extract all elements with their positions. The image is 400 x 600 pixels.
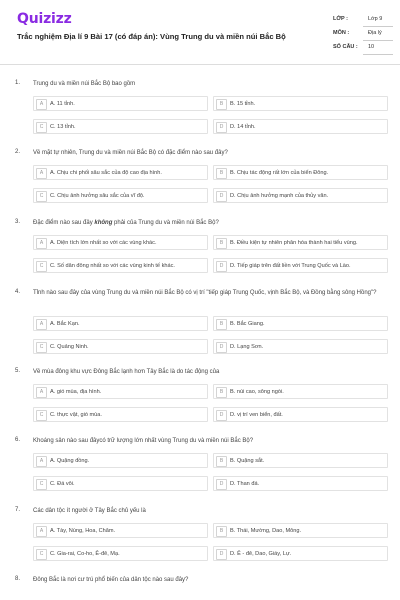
option-badge: C (36, 122, 47, 133)
option-badge: D (216, 261, 227, 272)
option-text: C. Quảng Ninh. (50, 343, 89, 350)
question-number: 8. (15, 576, 21, 582)
question-number: 7. (15, 507, 21, 513)
question-stem: Các dân tộc ít người ở Tây Bắc chủ yếu là (33, 508, 146, 514)
question-stem (33, 219, 388, 228)
option-badge: B (216, 99, 227, 110)
option-text: C. Số dân đông nhất so với các vùng kinh tế khác. (50, 262, 175, 269)
meta-row-subject (333, 27, 393, 41)
option-badge: A (36, 526, 47, 537)
option-b[interactable] (213, 316, 388, 331)
question-number: 3. (15, 219, 21, 225)
option-badge: D (216, 549, 227, 560)
stem-text: phải của Trung du và miền núi Bắc Bộ? (112, 220, 219, 226)
option-badge: C (36, 191, 47, 202)
option-c[interactable] (33, 339, 208, 354)
option-b[interactable] (213, 453, 388, 468)
option-badge: A (36, 238, 47, 249)
question-stem: Về mùa đông khu vực Đông Bắc lạnh hơn Tây Bắc là do tác động của (33, 369, 220, 375)
option-c[interactable] (33, 258, 208, 273)
meta-value: 10 (368, 44, 375, 50)
option-text: D. Chịu ảnh hưởng mạnh của thủy văn. (230, 192, 329, 199)
header-divider (0, 64, 400, 65)
option-text: C. Gia-rai, Co-ho, Ê-đê, Mạ. (50, 550, 120, 557)
meta-key: MÔN : (333, 30, 350, 36)
meta-value: Địa lý (368, 30, 382, 36)
option-text: D. Lạng Sơn. (230, 343, 264, 350)
option-badge: C (36, 410, 47, 421)
option-d[interactable] (213, 258, 388, 273)
option-text: A. gió mùa, địa hình. (50, 388, 102, 395)
option-badge: A (36, 99, 47, 110)
question-number: 4. (15, 289, 21, 295)
option-text: C. Đá vôi. (50, 480, 75, 487)
option-c[interactable] (33, 546, 208, 561)
option-d[interactable] (213, 339, 388, 354)
option-text: B. Chịu tác động rất lớn của biển Đông. (230, 169, 329, 176)
question-number: 5. (15, 368, 21, 374)
option-badge: B (216, 526, 227, 537)
worksheet-header (0, 0, 400, 64)
stem-text: Đặc điểm nào sau đây (33, 220, 95, 226)
option-a[interactable] (33, 235, 208, 250)
meta-row-count (333, 41, 393, 55)
option-badge: D (216, 479, 227, 490)
option-text: C. thực vật, gió mùa. (50, 411, 102, 418)
option-text: B. Bắc Giang. (230, 320, 265, 327)
option-a[interactable] (33, 384, 208, 399)
question-stem: Đông Bắc là nơi cư trú phổ biến của dân tộc nào sau đây? (33, 577, 189, 583)
question-stem: Khoáng sản nào sau đâycó trữ lượng lớn nhất vùng Trung du và miền núi Bắc Bộ? (33, 438, 254, 444)
option-b[interactable] (213, 96, 388, 111)
option-a[interactable] (33, 316, 208, 331)
option-badge: B (216, 456, 227, 467)
meta-table (333, 13, 393, 55)
option-badge: C (36, 549, 47, 560)
meta-key: SỐ CÂU : (333, 44, 358, 50)
option-text: A. Quặng đồng. (50, 457, 90, 464)
option-a[interactable] (33, 453, 208, 468)
option-text: B. Quặng sắt. (230, 457, 265, 464)
option-text: B. Điều kiện tự nhiên phân hóa thành hai tiểu vùng. (230, 239, 358, 246)
option-badge: B (216, 168, 227, 179)
quizizz-logo: Quizizz (17, 11, 72, 27)
option-b[interactable] (213, 165, 388, 180)
option-text: A. Diện tích lớn nhất so với các vùng khác. (50, 239, 157, 246)
option-c[interactable] (33, 188, 208, 203)
option-b[interactable] (213, 235, 388, 250)
option-d[interactable] (213, 407, 388, 422)
option-badge: D (216, 191, 227, 202)
option-d[interactable] (213, 476, 388, 491)
page-title: Trắc nghiệm Địa lí 9 Bài 17 (có đáp án): Vùng Trung du và miền núi Bắc Bộ (17, 32, 286, 41)
option-d[interactable] (213, 188, 388, 203)
question-number: 2. (15, 149, 21, 155)
question-stem: Tỉnh nào sau đây của vùng Trung du và miền núi Bắc Bộ có vị trí "tiếp giáp Trung Quốc, vịnh Bắc Bộ, và Đồng bằng sông Hồng"? (33, 290, 377, 296)
option-badge: C (36, 479, 47, 490)
option-text: D. vị trí ven biển, đất. (230, 411, 283, 418)
question-number: 1. (15, 80, 21, 86)
option-badge: D (216, 342, 227, 353)
option-text: D. Than đá. (230, 480, 260, 487)
option-badge: A (36, 456, 47, 467)
option-c[interactable] (33, 407, 208, 422)
option-text: B. núi cao, sông ngòi. (230, 388, 284, 395)
option-badge: D (216, 122, 227, 133)
option-badge: A (36, 319, 47, 330)
option-a[interactable] (33, 165, 208, 180)
option-d[interactable] (213, 119, 388, 134)
option-text: D. 14 tỉnh. (230, 123, 256, 130)
option-text: C. Chịu ảnh hưởng sâu sắc của vĩ độ. (50, 192, 145, 199)
option-badge: C (36, 342, 47, 353)
meta-key: LỚP : (333, 16, 348, 22)
meta-underline (363, 54, 393, 55)
option-badge: B (216, 319, 227, 330)
option-badge: B (216, 387, 227, 398)
option-text: A. Bắc Kạn. (50, 320, 80, 327)
meta-row-grade (333, 13, 393, 27)
option-text: A. Chịu chi phối sâu sắc của độ cao địa hình. (50, 169, 162, 176)
option-text: B. 15 tỉnh. (230, 100, 256, 107)
option-d[interactable] (213, 546, 388, 561)
question-stem: Trung du và miền núi Bắc Bộ bao gồm (33, 81, 136, 87)
option-badge: A (36, 387, 47, 398)
option-text: D. Tiếp giáp trên đất liền với Trung Quốc và Lào. (230, 262, 351, 269)
option-c[interactable] (33, 476, 208, 491)
option-text: A. 11 tỉnh. (50, 100, 75, 107)
meta-value: Lớp 9 (368, 16, 383, 22)
option-text: D. Ê - đê, Dao, Giáy, Lự. (230, 550, 292, 557)
question-stem: Về mặt tự nhiên, Trung du và miền núi Bắc Bộ có đặc điểm nào sau đây? (33, 150, 228, 156)
option-text: C. 13 tỉnh. (50, 123, 76, 130)
option-b[interactable] (213, 384, 388, 399)
question-number: 6. (15, 437, 21, 443)
option-badge: A (36, 168, 47, 179)
option-text: A. Tày, Nùng, Hoa, Chăm. (50, 527, 116, 534)
option-b[interactable] (213, 523, 388, 538)
option-badge: B (216, 238, 227, 249)
option-a[interactable] (33, 96, 208, 111)
option-badge: C (36, 261, 47, 272)
option-c[interactable] (33, 119, 208, 134)
stem-emphasis: không (94, 220, 113, 226)
option-badge: D (216, 410, 227, 421)
option-text: B. Thái, Mường, Dao, Mông. (230, 527, 302, 534)
option-a[interactable] (33, 523, 208, 538)
